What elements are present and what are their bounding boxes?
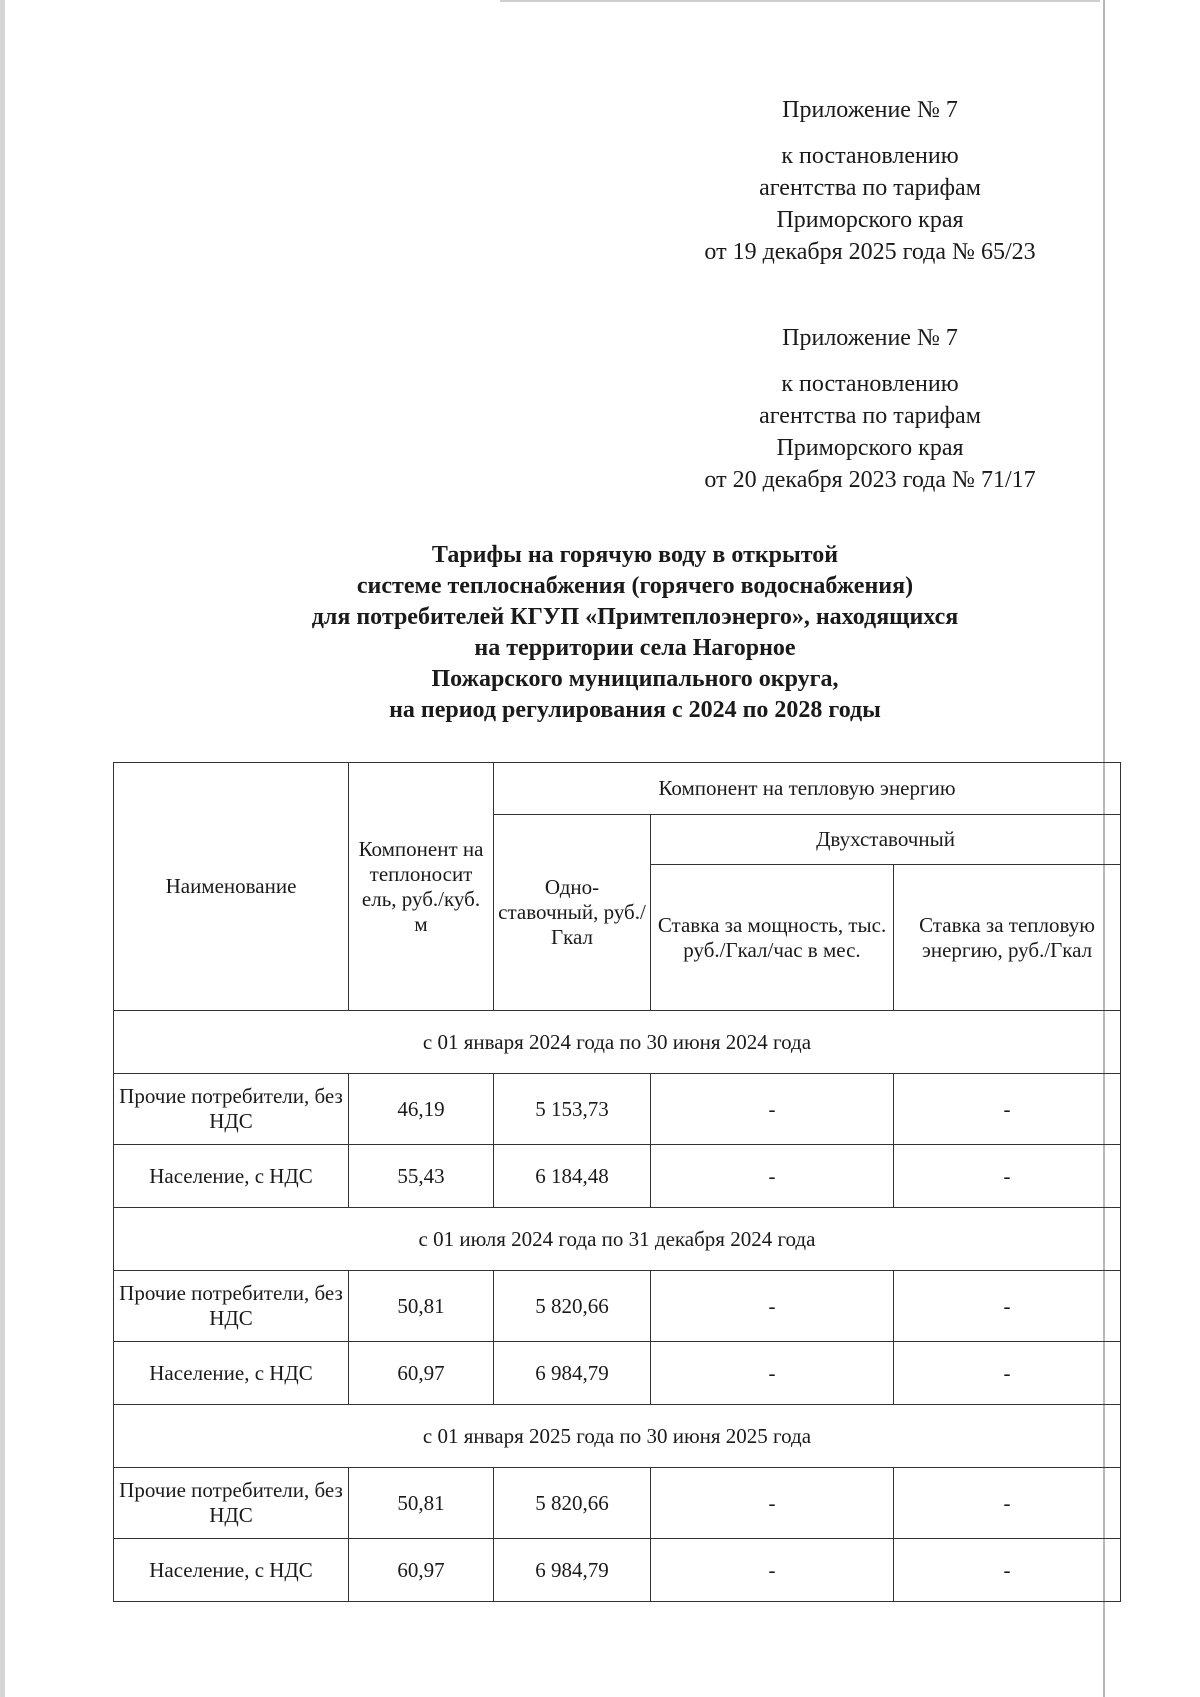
header-energy-rate: Ставка за тепловую энергию, руб./Гкал [894,865,1121,1011]
scan-left-strip [0,0,5,1697]
row-capacity-rate-value: - [651,1342,894,1405]
row-capacity-rate-value: - [651,1145,894,1208]
row-name: Население, с НДС [114,1145,349,1208]
annex-previous-line: к постановлению [781,371,959,397]
period-label: с 01 июля 2024 года по 31 декабря 2024 года [114,1208,1121,1271]
header-carrier-component: Компонент на теплоносит ель, руб./куб. м [349,763,494,1011]
period-row [114,1208,1121,1271]
annex-current-line: Приморского края [776,207,964,233]
annex-previous-line: агентства по тарифам [759,403,981,429]
document-title-line: для потребителей КГУП «Примтеплоэнерго», находящихся [311,604,959,630]
row-energy-rate-value: - [894,1342,1121,1405]
row-single-rate-value: 6 984,79 [494,1539,651,1602]
row-carrier-value: 55,43 [349,1145,494,1208]
row-energy-rate-value: - [894,1539,1121,1602]
annex-previous-title: Приложение № 7 [782,325,958,351]
row-carrier-value: 50,81 [349,1468,494,1539]
row-single-rate-value: 6 984,79 [494,1342,651,1405]
table-row [114,1468,1121,1539]
document-title-line: системе теплоснабжения (горячего водоснабжения) [356,573,914,599]
row-energy-rate-value: - [894,1271,1121,1342]
annex-current-line: к постановлению [781,143,959,169]
period-label: с 01 января 2024 года по 30 июня 2024 года [114,1011,1121,1074]
period-label: с 01 января 2025 года по 30 июня 2025 года [114,1405,1121,1468]
document-title [130,540,1140,726]
document-title-line: Пожарского муниципального округа, [431,666,839,692]
period-row [114,1405,1121,1468]
annex-current-block [640,94,1100,268]
row-single-rate-value: 6 184,48 [494,1145,651,1208]
annex-current-line: агентства по тарифам [759,175,981,201]
row-name: Население, с НДС [114,1539,349,1602]
row-name: Прочие потребители, без НДС [114,1468,349,1539]
annex-previous-block [640,322,1100,496]
table-row [114,1145,1121,1208]
row-single-rate-value: 5 820,66 [494,1271,651,1342]
document-title-line: на территории села Нагорное [474,635,796,661]
annex-previous-line: от 20 декабря 2023 года № 71/17 [704,467,1036,493]
row-energy-rate-value: - [894,1145,1121,1208]
table-row [114,1342,1121,1405]
header-capacity-rate: Ставка за мощность, тыс. руб./Гкал/час в мес. [651,865,894,1011]
annex-current-line: от 19 декабря 2025 года № 65/23 [704,239,1036,265]
row-energy-rate-value: - [894,1074,1121,1145]
annex-previous-line: Приморского края [776,435,964,461]
document-title-line: Тарифы на горячую воду в открытой [431,542,839,568]
header-name: Наименование [114,763,349,1011]
row-single-rate-value: 5 820,66 [494,1468,651,1539]
row-carrier-value: 60,97 [349,1342,494,1405]
row-energy-rate-value: - [894,1468,1121,1539]
period-row [114,1011,1121,1074]
table-row [114,1074,1121,1145]
tariff-table [113,762,1121,1602]
table-header-row [114,763,1121,815]
row-carrier-value: 46,19 [349,1074,494,1145]
table-row [114,1539,1121,1602]
row-single-rate-value: 5 153,73 [494,1074,651,1145]
table-row [114,1271,1121,1342]
document-title-line: на период регулирования с 2024 по 2028 годы [389,697,881,723]
row-name: Прочие потребители, без НДС [114,1074,349,1145]
row-name: Прочие потребители, без НДС [114,1271,349,1342]
header-two-rate: Двухставочный [651,815,1121,865]
header-thermal-component: Компонент на тепловую энергию [494,763,1121,815]
annex-current-title: Приложение № 7 [782,97,958,123]
row-capacity-rate-value: - [651,1539,894,1602]
row-carrier-value: 60,97 [349,1539,494,1602]
row-capacity-rate-value: - [651,1271,894,1342]
row-name: Население, с НДС [114,1342,349,1405]
row-capacity-rate-value: - [651,1074,894,1145]
row-carrier-value: 50,81 [349,1271,494,1342]
header-single-rate: Одно- ставочный, руб./Гкал [494,815,651,1011]
scan-top-line [500,0,1100,2]
row-capacity-rate-value: - [651,1468,894,1539]
